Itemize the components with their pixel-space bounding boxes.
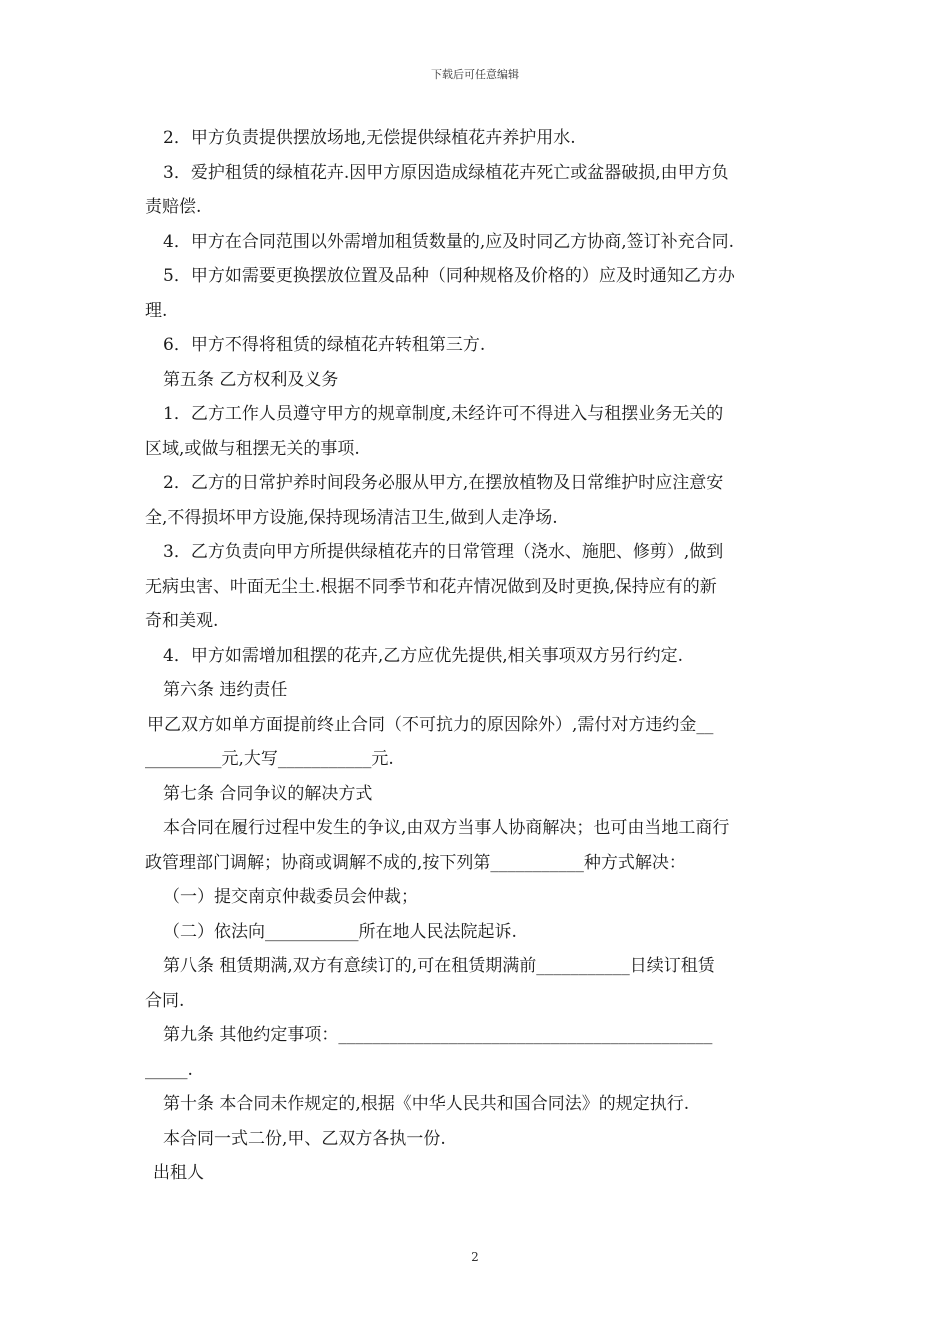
text-line: 2．乙方的日常护养时间段务必服从甲方,在摆放植物及日常维护时应注意安 (163, 473, 724, 493)
text-line: 本合同在履行过程中发生的争议,由双方当事人协商解决；也可由当地工商行 (163, 818, 730, 838)
text-line: 第七条 合同争议的解决方式 (163, 783, 373, 804)
text-line: 理. (145, 300, 168, 321)
text-line: 责赔偿. (145, 197, 202, 217)
text-line: （一）提交南京仲裁委员会仲裁； (163, 887, 418, 907)
text-line: 第八条 租赁期满,双方有意续订的,可在租赁期满前___________日续订租赁 (163, 956, 715, 976)
text-line: 第六条 违约责任 (163, 680, 288, 700)
text-line: 奇和美观. (145, 611, 219, 631)
page-number: 2 (471, 1250, 479, 1264)
text-line: 出租人 (153, 1163, 204, 1183)
text-line: 第十条 本合同未作规定的,根据《中华人民共和国合同法》的规定执行. (163, 1094, 690, 1114)
text-line: 6．甲方不得将租赁的绿植花卉转租第三方. (163, 335, 486, 355)
text-line: 合同. (145, 990, 185, 1011)
text-line: _____. (145, 1059, 193, 1080)
page-header: 下载后可任意编辑 (431, 68, 519, 81)
text-line: _________元,大写___________元. (145, 749, 394, 769)
text-line: 2．甲方负责提供摆放场地,无偿提供绿植花卉养护用水. (163, 128, 576, 148)
text-line: 1．乙方工作人员遵守甲方的规章制度,未经许可不得进入与租摆业务无关的 (163, 404, 724, 424)
text-line: 甲乙双方如单方面提前终止合同（不可抗力的原因除外）,需付对方违约金__ (147, 714, 714, 735)
text-line: 4．甲方在合同范围以外需增加租赁数量的,应及时同乙方协商,签订补充合同. (163, 231, 735, 252)
text-line: 第五条 乙方权利及义务 (163, 369, 339, 390)
contract-body (145, 121, 810, 1191)
text-line: 无病虫害、叶面无尘土.根据不同季节和花卉情况做到及时更换,保持应有的新 (145, 576, 717, 597)
text-line: 3．爱护租赁的绿植花卉.因甲方原因造成绿植花卉死亡或盆器破损,由甲方负 (163, 162, 729, 183)
text-line: 5．甲方如需要更换摆放位置及品种（同种规格及价格的）应及时通知乙方办 (163, 266, 735, 286)
text-line: 3．乙方负责向甲方所提供绿植花卉的日常管理（浇水、施肥、修剪）,做到 (163, 542, 724, 562)
text-line: 全,不得损坏甲方设施,保持现场清洁卫生,做到人走净场. (145, 507, 558, 528)
text-line: 区域,或做与租摆无关的事项. (145, 438, 360, 459)
text-line: 4．甲方如需增加租摆的花卉,乙方应优先提供,相关事项双方另行约定. (163, 645, 684, 666)
text-line: （二）依法向___________所在地人民法院起诉. (163, 921, 517, 942)
text-line: 本合同一式二份,甲、乙双方各执一份. (163, 1128, 446, 1149)
text-line: 政管理部门调解；协商或调解不成的,按下列第___________种方式解决： (145, 852, 686, 873)
text-line: 第九条 其他约定事项：____________________________________________ (163, 1025, 713, 1045)
